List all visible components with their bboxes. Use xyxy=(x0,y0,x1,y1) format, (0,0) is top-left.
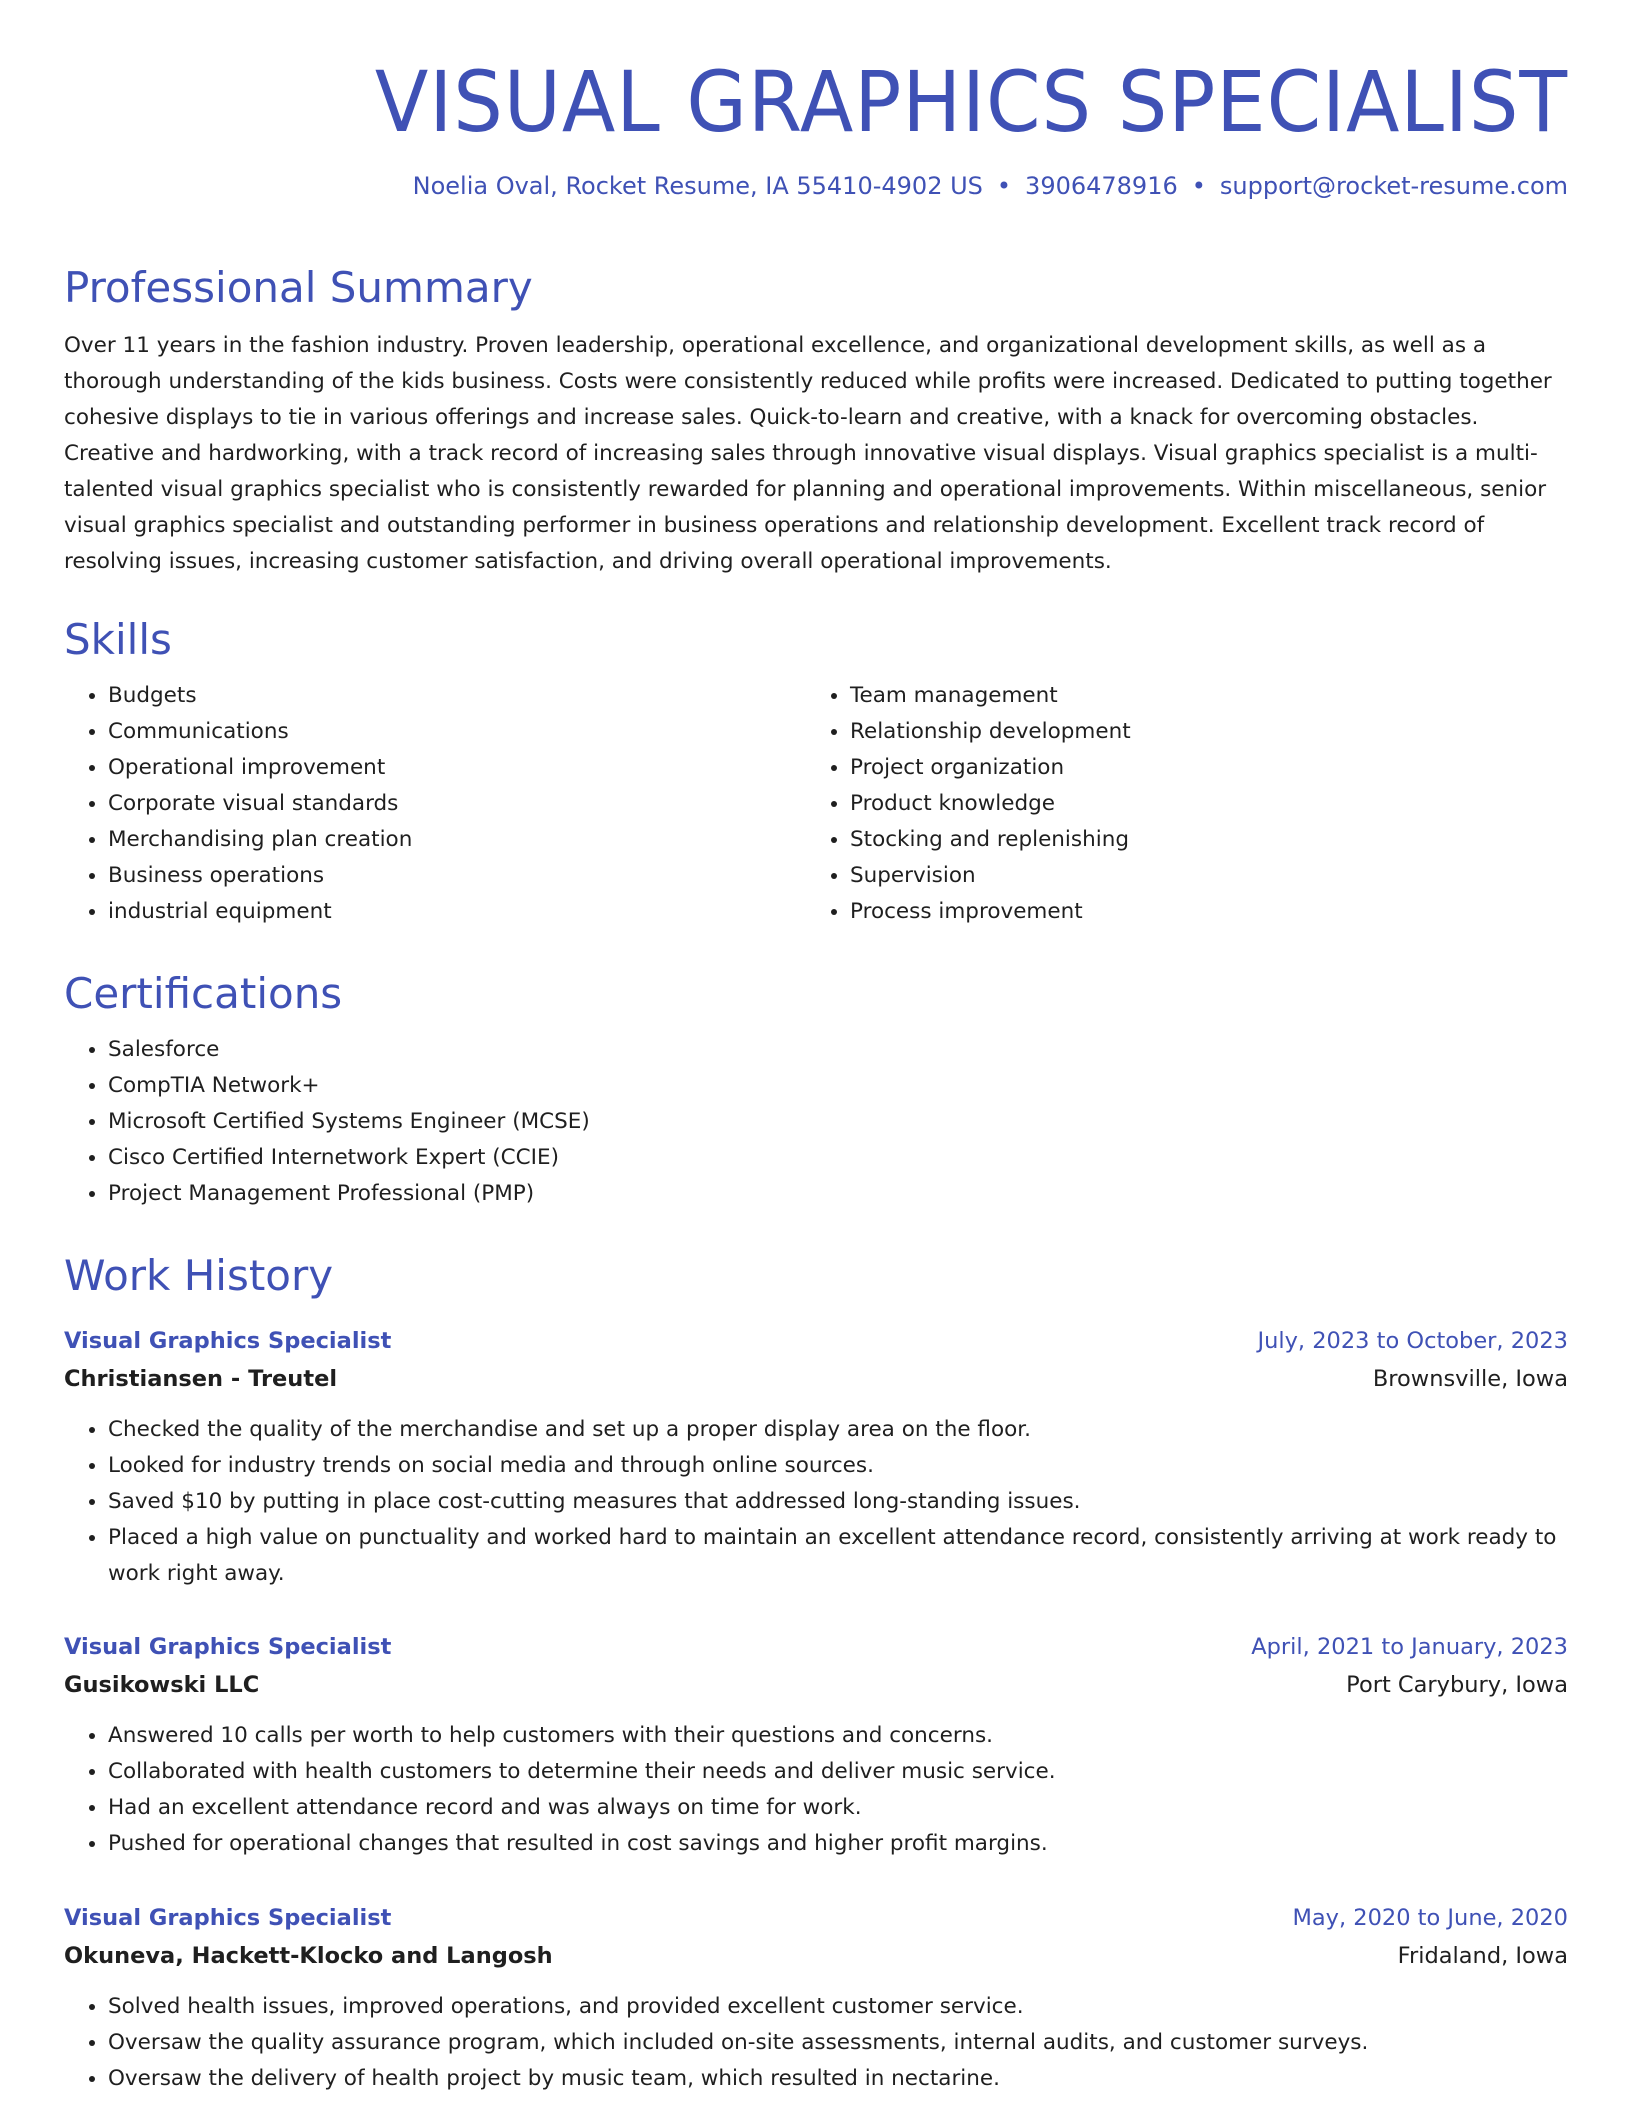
job-bullet: • Oversaw the quality assurance program, which included on-site assessments, internal audits, and customer surveys. xyxy=(108,2025,1568,2061)
summary-heading: Professional Summary xyxy=(64,263,533,312)
job-location: Brownsville, Iowa xyxy=(1372,1366,1568,1392)
resume-page xyxy=(64,0,1568,2091)
job-company-row xyxy=(64,1360,1568,1398)
job-bullet: • Placed a high value on punctuality and worked hard to maintain an excellent attendance record, consistently arriving at work ready to work right away. xyxy=(108,1520,1568,1592)
certifications-section xyxy=(64,966,1568,1212)
email-text: support@rocket-resume.com xyxy=(1219,172,1568,200)
job-bullet: • Collaborated with health customers to determine their needs and deliver music service. xyxy=(108,1754,1568,1790)
job-dates: April, 2021 to January, 2023 xyxy=(1251,1634,1568,1660)
job-company: Okuneva, Hackett-Klocko and Langosh xyxy=(64,1943,553,1969)
skill-item: • industrial equipment xyxy=(108,894,806,930)
job-title: Visual Graphics Specialist xyxy=(64,1328,392,1354)
job-entry xyxy=(64,1628,1568,1862)
job-bullet: • Answered 10 calls per worth to help customers with their questions and concerns. xyxy=(108,1718,1568,1754)
job-bullet: • Checked the quality of the merchandise and set up a proper display area on the floor. xyxy=(108,1412,1568,1448)
work-history-heading: Work History xyxy=(64,1251,334,1300)
summary-text: Over 11 years in the fashion industry. Proven leadership, operational excellence, and organizational development skills, as well as a thorough understanding of the kids business. Costs were consistently reduced while profits were increased. Dedicated to putting together cohesive displays to tie in various offerings and increase sales. Quick-to-learn and creative, with a knack for overcoming obstacles. Creative and hardworking, with a track record of increasing sales through innovative visual displays. Visual graphics specialist is a multi-talented visual graphics specialist who is consistently rewarded for planning and operational improvements. Within miscellaneous, senior visual graphics specialist and outstanding performer in business operations and relationship development. Excellent track record of resolving issues, increasing customer satisfaction, and driving overall operational improvements. xyxy=(64,333,1552,574)
skill-item: • Team management xyxy=(850,678,1548,714)
job-bullets xyxy=(64,1718,1568,1862)
skill-item: • Budgets xyxy=(108,678,806,714)
job-entry xyxy=(64,1899,1568,2097)
job-bullet: • Had an excellent attendance record and was always on time for work. xyxy=(108,1790,1568,1826)
job-bullet: • Oversaw the delivery of health project by music team, which resulted in nectarine. xyxy=(108,2061,1568,2097)
skill-item: • Product knowledge xyxy=(850,786,1548,822)
skills-heading: Skills xyxy=(64,615,172,664)
skill-item: • Business operations xyxy=(108,858,806,894)
skill-item: • Merchandising plan creation xyxy=(108,822,806,858)
separator-bullet: • xyxy=(1191,172,1206,200)
job-entry xyxy=(64,1322,1568,1592)
job-dates: July, 2023 to October, 2023 xyxy=(1257,1328,1568,1354)
job-company-row xyxy=(64,1937,1568,1975)
skill-item: • Supervision xyxy=(850,858,1548,894)
skill-item: • Process improvement xyxy=(850,894,1548,930)
job-company: Christiansen - Treutel xyxy=(64,1366,338,1392)
contact-line xyxy=(64,168,1568,204)
skills-section xyxy=(64,612,1568,930)
job-bullet: • Looked for industry trends on social media and through online sources. xyxy=(108,1448,1568,1484)
job-bullets xyxy=(64,1412,1568,1592)
skill-item: • Stocking and replenishing xyxy=(850,822,1548,858)
job-title: Visual Graphics Specialist xyxy=(64,1905,392,1931)
separator-bullet: • xyxy=(996,172,1012,200)
job-title: Visual Graphics Specialist xyxy=(64,1634,392,1660)
certification-item: • CompTIA Network+ xyxy=(108,1068,1568,1104)
skill-item: • Project organization xyxy=(850,750,1548,786)
summary-section xyxy=(64,260,1568,580)
job-bullet: • Pushed for operational changes that resulted in cost savings and higher profit margins. xyxy=(108,1826,1568,1862)
job-location: Port Carybury, Iowa xyxy=(1346,1672,1568,1698)
certification-item: • Project Management Professional (PMP) xyxy=(108,1176,1568,1212)
phone-text: 3906478916 xyxy=(1025,172,1178,200)
job-bullets xyxy=(64,1989,1568,2097)
skill-item: • Corporate visual standards xyxy=(108,786,806,822)
skills-list-left xyxy=(64,678,806,930)
address-text: Noelia Oval, Rocket Resume, IA 55410-4902 US xyxy=(412,172,983,200)
job-company-row xyxy=(64,1666,1568,1704)
certification-item: • Cisco Certified Internetwork Expert (CCIE) xyxy=(108,1140,1568,1176)
work-history-section xyxy=(64,1248,1568,1304)
job-location: Fridaland, Iowa xyxy=(1397,1943,1568,1969)
job-bullet: • Saved $10 by putting in place cost-cutting measures that addressed long-standing issues. xyxy=(108,1484,1568,1520)
skills-grid xyxy=(64,678,1568,930)
job-bullet: • Solved health issues, improved operations, and provided excellent customer service. xyxy=(108,1989,1568,2025)
certification-item: • Salesforce xyxy=(108,1032,1568,1068)
job-company: Gusikowski LLC xyxy=(64,1672,260,1698)
candidate-name: VISUAL GRAPHICS SPECIALIST xyxy=(374,53,1568,151)
job-title-row xyxy=(64,1899,1568,1937)
skills-list-right xyxy=(806,678,1548,930)
skill-item: • Communications xyxy=(108,714,806,750)
job-dates: May, 2020 to June, 2020 xyxy=(1292,1905,1568,1931)
skill-item: • Relationship development xyxy=(850,714,1548,750)
certifications-list xyxy=(64,1032,1568,1212)
job-title-row xyxy=(64,1628,1568,1666)
certification-item: • Microsoft Certified Systems Engineer (MCSE) xyxy=(108,1104,1568,1140)
certifications-heading: Certifications xyxy=(64,969,343,1018)
skill-item: • Operational improvement xyxy=(108,750,806,786)
job-title-row xyxy=(64,1322,1568,1360)
